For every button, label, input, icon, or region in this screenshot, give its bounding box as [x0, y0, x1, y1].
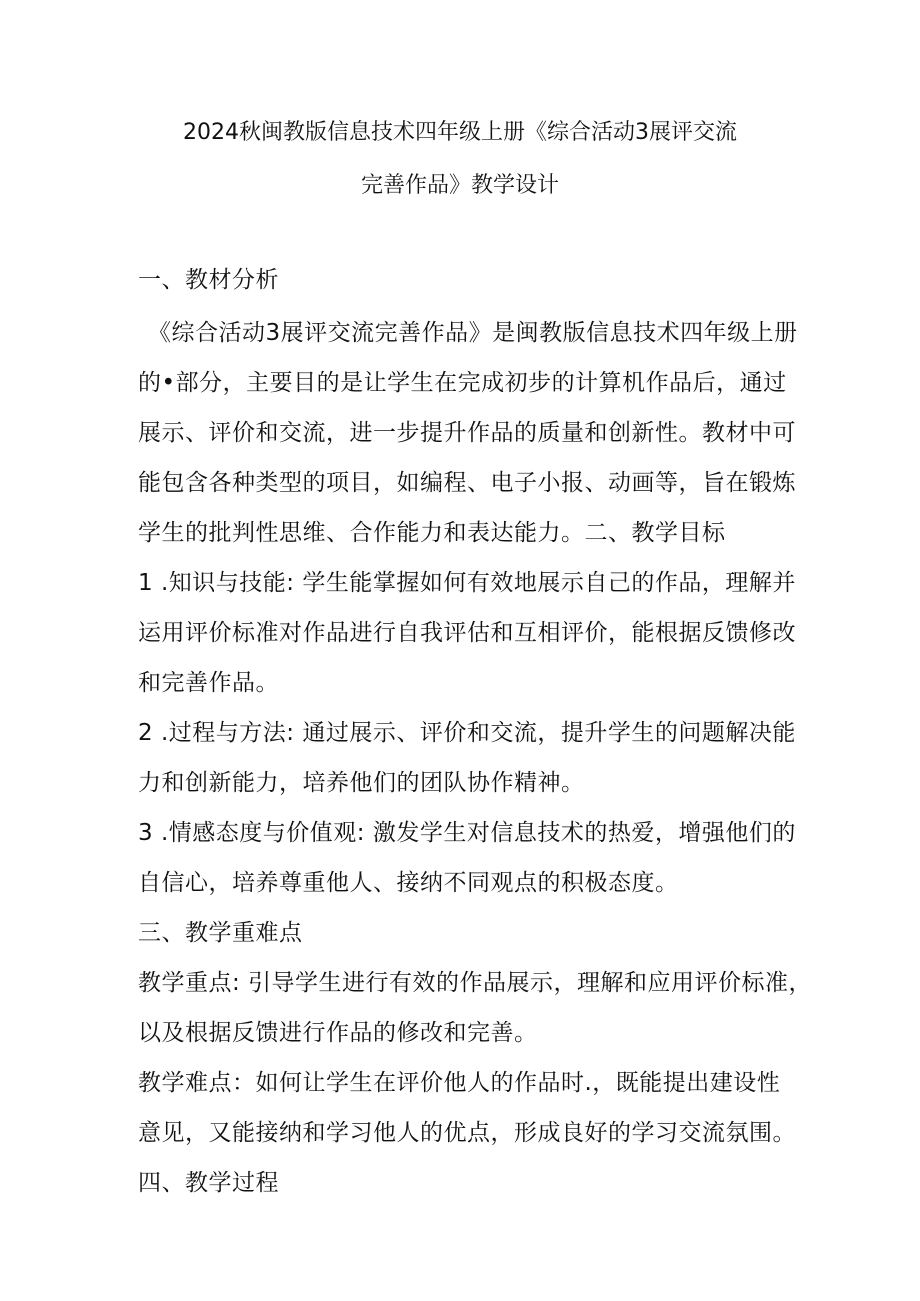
paragraph-line: 能包含各种类型的项目，如编程、电子小报、动画等，旨在锻炼 [138, 470, 796, 496]
paragraph-line: 运用评价标准对作品进行自我评估和互相评价，能根据反馈修改 [138, 620, 796, 646]
paragraph-line: 自信心，培养尊重他人、接纳不同观点的积极态度。 [138, 870, 679, 896]
paragraph-line: 力和创新能力，培养他们的团队协作精神。 [138, 770, 585, 796]
paragraph-line: 的•部分，主要目的是让学生在完成初步的计算机作品后，通过 [138, 370, 787, 396]
objective-item-3: 3 .情感态度与价值观: 激发学生对信息技术的热爱，增强他们的 [138, 820, 796, 846]
paragraph-line: 学生的批判性思维、合作能力和表达能力。二、教学目标 [138, 520, 726, 546]
objective-item-2: 2 .过程与方法: 通过展示、评价和交流，提升学生的问题解决能 [138, 720, 796, 746]
section-heading-teaching-process: 四、教学过程 [138, 1170, 279, 1196]
paragraph-line: 以及根据反馈进行作品的修改和完善。 [138, 1020, 538, 1046]
section-heading-key-points: 三、教学重难点 [138, 920, 303, 946]
paragraph-line: 展示、评价和交流，进一步提升作品的质量和创新性。教材中可 [138, 420, 796, 446]
paragraph-line: 和完善作品。 [138, 670, 279, 696]
paragraph-line: 教学重点: 引导学生进行有效的作品展示，理解和应用评价标准， [138, 970, 813, 996]
section-heading-textbook-analysis: 一、教材分析 [138, 267, 279, 293]
objective-item-1: 1 .知识与技能: 学生能掌握如何有效地展示自己的作品，理解并 [138, 570, 796, 596]
document-title-line-1: 2024秋闽教版信息技术四年级上册《综合活动3展评交流 [183, 120, 737, 145]
paragraph-line: 意见，又能接纳和学习他人的优点，形成良好的学习交流氛围。 [138, 1120, 796, 1146]
paragraph-line: 《综合活动3展评交流完善作品》是闽教版信息技术四年级上册 [148, 320, 798, 346]
paragraph-line: 教学难点：如何让学生在评价他人的作品时.，既能提出建设性 [138, 1070, 781, 1096]
document-title-line-2: 完善作品》教学设计 [360, 173, 559, 198]
